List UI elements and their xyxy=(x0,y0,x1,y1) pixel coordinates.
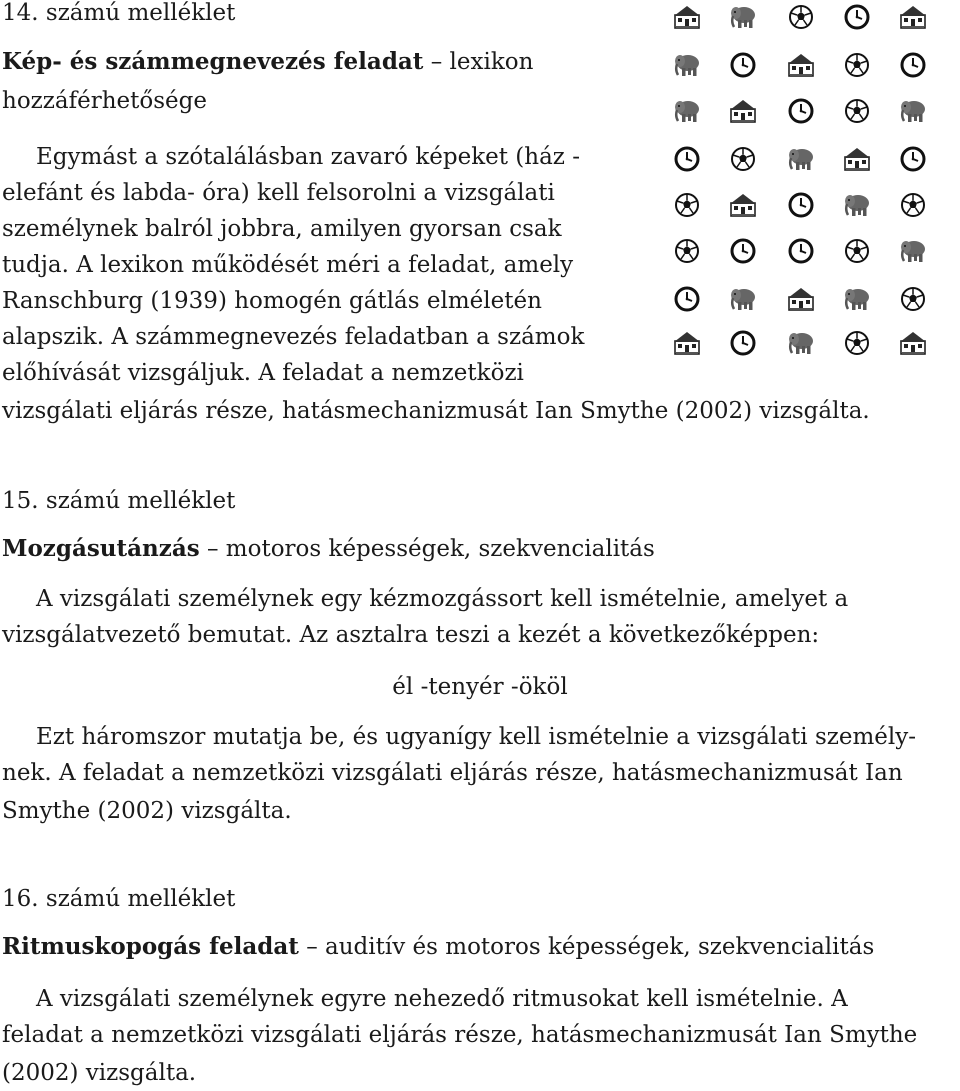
section-14-line-6: alapszik. A számmegnevezés feladatban a számok xyxy=(2,324,585,350)
house-icon xyxy=(730,98,756,124)
elephant-icon xyxy=(844,286,870,312)
elephant-icon xyxy=(674,98,700,124)
elephant-icon xyxy=(674,52,700,78)
elephant-icon xyxy=(900,98,926,124)
clock-icon xyxy=(900,146,926,172)
section-15-center-line: él -tenyér -ököl xyxy=(392,674,568,700)
elephant-icon xyxy=(900,238,926,264)
ball-icon xyxy=(730,146,756,172)
elephant-icon xyxy=(730,286,756,312)
section-16-line-2: feladat a nemzetközi vizsgálati eljárás része, hatásmechanizmusát Ian Smythe xyxy=(2,1022,918,1048)
house-icon xyxy=(900,4,926,30)
clock-icon xyxy=(844,4,870,30)
clock-icon xyxy=(674,286,700,312)
clock-icon xyxy=(788,238,814,264)
section-15-line-3: Ezt háromszor mutatja be, és ugyanígy kell ismételnie a vizsgálati személy- xyxy=(36,724,917,750)
house-icon xyxy=(788,52,814,78)
section-16-heading: 16. számú melléklet xyxy=(2,886,236,912)
ball-icon xyxy=(900,192,926,218)
clock-icon xyxy=(788,98,814,124)
section-15-line-2: vizsgálatvezető bemutat. Az asztalra teszi a kezét a következőképpen: xyxy=(2,622,820,648)
section-14-title-line2: hozzáférhetősége xyxy=(2,88,207,114)
elephant-icon xyxy=(730,4,756,30)
section-14-line-1: Egymást a szótalálásban zavaró képeket (ház - xyxy=(36,144,581,170)
ball-icon xyxy=(900,286,926,312)
clock-icon xyxy=(730,52,756,78)
section-14-title-strong: Kép- és számmegnevezés feladat xyxy=(2,48,424,75)
ball-icon xyxy=(844,52,870,78)
clock-icon xyxy=(674,146,700,172)
section-14-line-3: személynek balról jobbra, amilyen gyorsan csak xyxy=(2,216,562,242)
section-15-line-5: Smythe (2002) vizsgálta. xyxy=(2,798,292,824)
clock-icon xyxy=(730,238,756,264)
elephant-icon xyxy=(844,192,870,218)
house-icon xyxy=(844,146,870,172)
section-15-heading: 15. számú melléklet xyxy=(2,488,236,514)
section-15-title-rest: – motoros képességek, szekvencialitás xyxy=(199,536,655,562)
ball-icon xyxy=(788,4,814,30)
house-icon xyxy=(730,192,756,218)
section-16-title xyxy=(2,932,874,962)
house-icon xyxy=(674,4,700,30)
clock-icon xyxy=(900,52,926,78)
section-14-line-7: előhívását vizsgáljuk. A feladat a nemzetközi xyxy=(2,360,524,386)
ball-icon xyxy=(844,330,870,356)
section-14-line-2: elefánt és labda- óra) kell felsorolni a vizsgálati xyxy=(2,180,555,206)
ball-icon xyxy=(674,238,700,264)
section-16-title-strong: Ritmuskopogás feladat xyxy=(2,933,299,960)
clock-icon xyxy=(730,330,756,356)
picture-naming-grid xyxy=(668,0,960,370)
ball-icon xyxy=(674,192,700,218)
section-16-line-1: A vizsgálati személynek egyre nehezedő ritmusokat kell ismételnie. A xyxy=(36,986,848,1012)
section-16-line-3: (2002) vizsgálta. xyxy=(2,1060,197,1086)
section-14-title xyxy=(2,47,533,77)
ball-icon xyxy=(844,238,870,264)
house-icon xyxy=(674,330,700,356)
elephant-icon xyxy=(788,330,814,356)
house-icon xyxy=(900,330,926,356)
ball-icon xyxy=(844,98,870,124)
section-15-title xyxy=(2,534,655,564)
section-15-line-4: nek. A feladat a nemzetközi vizsgálati eljárás része, hatásmechanizmusát Ian xyxy=(2,760,903,786)
section-15-title-strong: Mozgásutánzás xyxy=(2,535,200,562)
section-14-line-5: Ranschburg (1939) homogén gátlás elméletén xyxy=(2,288,542,314)
section-14-heading: 14. számú melléklet xyxy=(2,0,236,26)
clock-icon xyxy=(788,192,814,218)
house-icon xyxy=(788,286,814,312)
section-14-line-8: vizsgálati eljárás része, hatásmechanizmusát Ian Smythe (2002) vizsgálta. xyxy=(2,398,870,424)
section-16-title-rest: – auditív és motoros képességek, szekvencialitás xyxy=(298,934,875,960)
section-14-title-rest: – lexikon xyxy=(423,49,534,75)
elephant-icon xyxy=(788,146,814,172)
section-15-line-1: A vizsgálati személynek egy kézmozgássort kell ismételnie, amelyet a xyxy=(36,586,849,612)
section-14-line-4: tudja. A lexikon működését méri a feladat, amely xyxy=(2,252,574,278)
